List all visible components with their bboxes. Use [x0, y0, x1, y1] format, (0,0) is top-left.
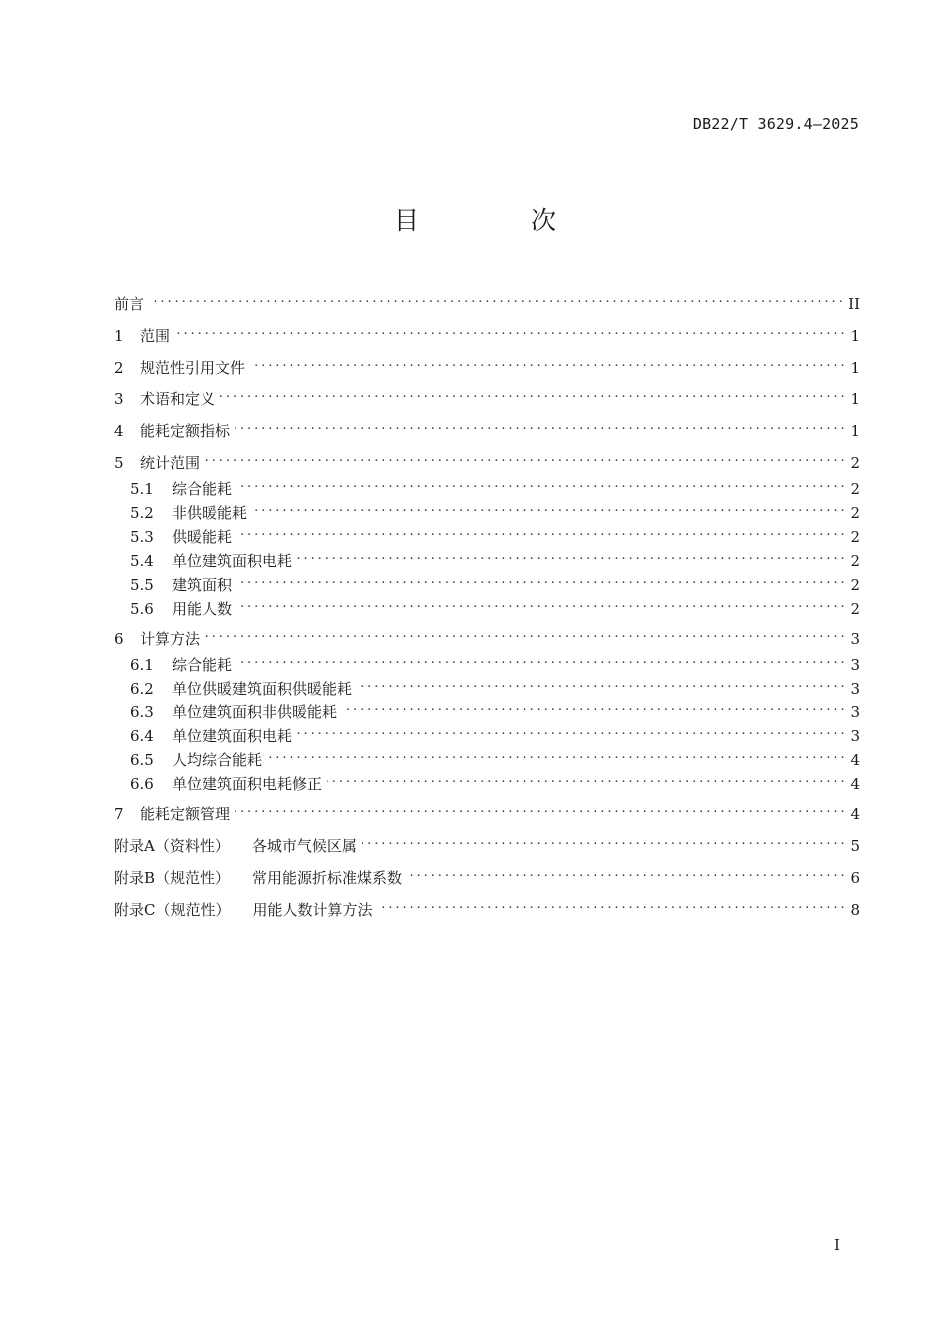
- dot-leader: [205, 624, 844, 644]
- toc-entry-label: 单位供暖建筑面积供暖能耗: [172, 680, 353, 698]
- toc-entry-label: 能耗定额管理: [140, 805, 231, 823]
- dot-leader: [327, 769, 844, 789]
- toc-entry-page: 4: [850, 805, 860, 823]
- toc-entry-number: 6.4: [130, 727, 154, 745]
- toc-entry-label: 单位建筑面积电耗: [172, 552, 293, 570]
- toc-entry-page: 1: [850, 327, 860, 345]
- toc-entry-page: 2: [850, 528, 860, 546]
- toc-entry-6-1[interactable]: [130, 650, 860, 674]
- toc-entry-label: 计算方法: [140, 630, 201, 648]
- dot-leader: [237, 650, 844, 670]
- toc-entry-number: 5.3: [130, 528, 154, 546]
- toc-entry-number: 7: [114, 805, 124, 823]
- toc-entry-number: 6.3: [130, 703, 154, 721]
- dot-leader: [250, 353, 844, 373]
- dot-leader: [149, 289, 842, 309]
- dot-leader: [235, 416, 844, 436]
- toc-entry-5-3[interactable]: [130, 522, 860, 546]
- dot-leader: [297, 721, 844, 741]
- page-title: 目 次: [394, 206, 608, 235]
- toc-entry-page: 3: [850, 680, 860, 698]
- toc-entry-number: 6.6: [130, 775, 154, 793]
- toc-entry-number: 5.1: [130, 480, 154, 498]
- toc-entry-label: 范围: [140, 327, 171, 345]
- dot-leader: [407, 863, 844, 883]
- toc-entry-number: 附录C（规范性）: [114, 901, 231, 919]
- toc-entry-label: 单位建筑面积电耗修正: [172, 775, 323, 793]
- toc-entry-1[interactable]: [114, 321, 860, 345]
- toc-entry-page: 2: [850, 454, 860, 472]
- toc-entry-6[interactable]: [114, 624, 860, 648]
- toc-entry-number: 5.6: [130, 600, 154, 618]
- toc-entry-label: 用能人数计算方法: [252, 901, 373, 919]
- toc-entry-label: 常用能源折标准煤系数: [252, 869, 403, 887]
- toc-entry-annex-a[interactable]: [114, 831, 860, 855]
- toc-entry-number: 5.5: [130, 576, 154, 594]
- toc-entry-4[interactable]: [114, 416, 860, 440]
- toc-entry-6-2[interactable]: [130, 674, 860, 698]
- toc-entry-page: 3: [850, 703, 860, 721]
- toc-entry-number: 5.4: [130, 552, 154, 570]
- dot-leader: [378, 895, 845, 915]
- toc-entry-page: 4: [850, 775, 860, 793]
- dot-leader: [237, 594, 844, 614]
- toc-entry-7[interactable]: [114, 799, 860, 823]
- toc-entry-label: 规范性引用文件: [140, 359, 246, 377]
- dot-leader: [342, 697, 844, 717]
- dot-leader: [237, 474, 844, 494]
- toc-entry-number: 3: [114, 390, 124, 408]
- toc-entry-page: 5: [850, 837, 860, 855]
- dot-leader: [297, 546, 844, 566]
- toc-entry-number: 1: [114, 327, 124, 345]
- toc-entry-3[interactable]: [114, 384, 860, 408]
- toc-entry-page: 2: [850, 504, 860, 522]
- toc-entry-label: 单位建筑面积电耗: [172, 727, 293, 745]
- toc-entry-5-6[interactable]: [130, 594, 860, 618]
- toc-entry-label: 各城市气候区属: [251, 837, 357, 855]
- dot-leader: [267, 745, 844, 765]
- toc-entry-annex-b[interactable]: [114, 863, 860, 887]
- dot-leader: [237, 522, 844, 542]
- toc-entry-5-4[interactable]: [130, 546, 860, 570]
- dot-leader: [175, 321, 844, 341]
- toc-entry-label: 供暖能耗: [172, 528, 233, 546]
- toc-entry-number: 6.2: [130, 680, 154, 698]
- toc-entry-label: 能耗定额指标: [140, 422, 231, 440]
- toc-entry-page: 1: [850, 390, 860, 408]
- toc-entry-number: 附录B（规范性）: [114, 869, 231, 887]
- toc-entry-number: 6: [114, 630, 124, 648]
- toc-entry-6-4[interactable]: [130, 721, 860, 745]
- toc-entry-page: 4: [850, 751, 860, 769]
- toc-entry-page: 3: [850, 727, 860, 745]
- toc-entry-page: 3: [850, 656, 860, 674]
- toc-entry-label: 非供暖能耗: [172, 504, 248, 522]
- dot-leader: [362, 831, 844, 851]
- toc-entry-label: 统计范围: [140, 454, 201, 472]
- toc-entry-page: 3: [850, 630, 860, 648]
- toc-entry-label: 综合能耗: [172, 480, 233, 498]
- toc-entry-page: 1: [850, 359, 860, 377]
- toc-entry-label: 术语和定义: [140, 390, 216, 408]
- toc-entry-number: 5: [114, 454, 124, 472]
- toc-entry-number: 5.2: [130, 504, 154, 522]
- toc-entry-5[interactable]: [114, 448, 860, 472]
- toc-entry-number: 附录A（资料性）: [114, 837, 230, 855]
- toc-entry-page: 2: [850, 552, 860, 570]
- toc-entry-page: 8: [850, 901, 860, 919]
- toc-entry-label: 前言: [114, 295, 145, 313]
- dot-leader: [357, 674, 844, 694]
- toc-entry-page: 2: [850, 600, 860, 618]
- toc-entry-5-2[interactable]: [130, 498, 860, 522]
- toc-entry-6-5[interactable]: [130, 745, 860, 769]
- toc-entry-annex-c[interactable]: [114, 895, 860, 919]
- toc-entry-label: 建筑面积: [172, 576, 233, 594]
- toc-entry-number: 2: [114, 359, 124, 377]
- toc-entry-label: 综合能耗: [172, 656, 233, 674]
- toc-entry-page: 2: [850, 480, 860, 498]
- toc-entry-5-5[interactable]: [130, 570, 860, 594]
- toc-entry-2[interactable]: [114, 353, 860, 377]
- toc-entry-page: II: [848, 295, 860, 313]
- toc-entry-page: 2: [850, 576, 860, 594]
- toc-entry-label: 用能人数: [172, 600, 233, 618]
- dot-leader: [205, 448, 844, 468]
- toc-entry-page: 1: [850, 422, 860, 440]
- toc-entry-label: 人均综合能耗: [172, 751, 263, 769]
- toc-entry-foreword[interactable]: [114, 289, 860, 313]
- toc-entry-number: 6.1: [130, 656, 154, 674]
- toc-entry-6-3[interactable]: [130, 697, 860, 721]
- standard-code: DB22/T 3629.4—2025: [692, 115, 859, 133]
- toc-entry-number: 6.5: [130, 751, 154, 769]
- dot-leader: [237, 570, 844, 590]
- dot-leader: [252, 498, 844, 518]
- toc-entry-label: 单位建筑面积非供暖能耗: [172, 703, 338, 721]
- toc-entry-number: 4: [114, 422, 124, 440]
- page-number: I: [834, 1236, 840, 1254]
- toc-entry-5-1[interactable]: [130, 474, 860, 498]
- toc-entry-page: 6: [850, 869, 860, 887]
- toc-entry-6-6[interactable]: [130, 769, 860, 793]
- dot-leader: [220, 384, 844, 404]
- dot-leader: [235, 799, 844, 819]
